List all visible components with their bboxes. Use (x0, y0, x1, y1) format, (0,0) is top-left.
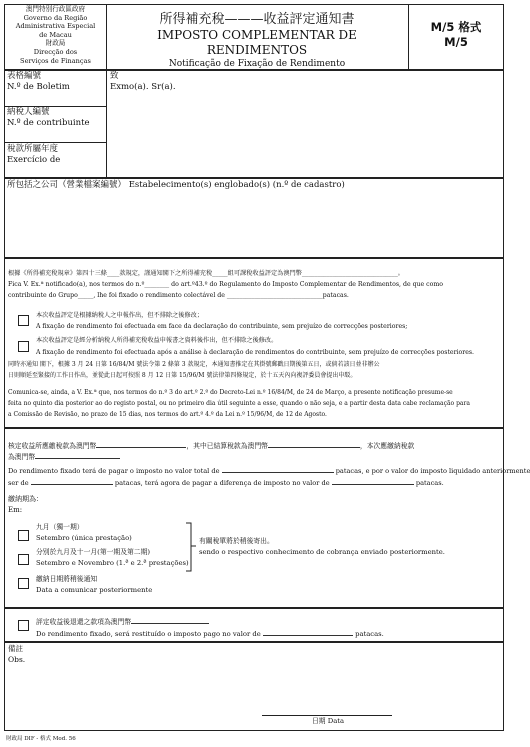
analysis-based-label-pt: A fixação de rendimento foi efectuada após a análise à declaração de rendimentos do contribuinte, sem prejuízo de correcções posteriores. (36, 349, 475, 356)
dept-line: 財政局 (45, 39, 66, 48)
mop-text: 為澳門幣 (8, 453, 36, 461)
dept-line: 澳門特別行政區政府 (25, 5, 86, 13)
appeal-notice-zh: 日則順延至緊接的工作日作出，並從此日起可按照 8 月 12 日第 15/96/M 號法律第四條規定，於十五天內向複評委員會提出申駁。 (8, 372, 357, 379)
header-divider-left (106, 4, 107, 70)
dept-line: de Macau (39, 30, 72, 39)
form-footer-code: 財政局 DIF - 格式 Mod. 56 (6, 736, 76, 742)
amount-blank[interactable] (35, 451, 120, 459)
payment-period-label-zh: 繳納期為： (8, 495, 43, 503)
bracket-icon (185, 522, 197, 572)
september-checkbox[interactable] (18, 530, 29, 541)
analysis-based-label-zh: 本次收益評定是經分析納稅人所得補充稅收益申報書之資料後作出，但不排除之後修改。 (36, 337, 278, 344)
dept-line: Administrativa Especial (15, 22, 96, 31)
recipient-label-zh: 致 (110, 71, 119, 81)
dept-line: Serviços de Finanças (20, 56, 91, 65)
notice-paragraph-zh: 根據《所得補充稅規章》第四十三條____款規定，謹通知閣下之所得補充稅_____組可課稅收益評定為澳門幣_______________________________。 (8, 270, 404, 277)
declaration-based-label-pt: A fixação de rendimento foi efectuada em face da declaração do contribuinte, sem prejuízo de correcções posteriores; (36, 323, 408, 330)
tax-settled-text: ，其中已結算稅款為澳門幣 (186, 442, 268, 450)
appeal-notice-pt: Comunica-se, ainda, a V. Ex.ª que, nos termos do n.º 3 do art.º 2.º do Decreto-Lei n.º 16/84/M, de 24 de Março, a presente notificação presume-se (8, 389, 453, 396)
amount-blank[interactable] (96, 440, 186, 448)
declaration-based-label-zh: 本次收益評定是根據納稅人之申報作出，但不排除之後修改； (36, 312, 204, 319)
september-label-zh: 九月（獨一期） (36, 523, 84, 531)
boletim-label-pt: N.º de Boletim (7, 82, 70, 92)
remarks-label-zh: 備註 (8, 644, 23, 653)
refund-text: 評定收益後退還之款項為澳門幣 (36, 618, 132, 626)
department-block (6, 5, 105, 65)
appeal-notice-zh: 同時亦通知 閣下，根據 3 月 24 日第 16/84/M 號法令第 2 條第 3 款規定，本通知書推定在其掛號郵戳日期後第五日，或倘若該日並非辦公 (8, 361, 380, 368)
september-november-checkbox[interactable] (18, 554, 29, 565)
september-november-label-zh: 分別於九月及十一月(第一期及第二期) (36, 548, 151, 556)
remarks-label-pt: Obs. (8, 655, 26, 664)
refund-patacas: patacas. (355, 630, 384, 638)
title-block (108, 12, 406, 70)
form-code (410, 20, 502, 50)
later-date-label-zh: 繳納日期將稍後通知 (36, 575, 98, 583)
tax-year-label-pt: Exercício de (7, 155, 61, 165)
dept-line: Direcção dos (33, 47, 78, 56)
notice-paragraph-pt: Fica V. Ex.ª notificado(a), nos termos do n.º________ do art.º43.º do Regulamento do Imposto Complementar de Rendimentos, de que como (8, 281, 443, 288)
september-november-label-pt: Setembro e Novembro (1.ª e 2.ª prestações) (36, 559, 189, 567)
amount-blank[interactable] (332, 477, 414, 485)
tax-due-text: 核定收益所應繳稅款為澳門幣 (8, 442, 97, 450)
difference-text: ser de (8, 479, 29, 487)
tax-payable-amount-zh (8, 451, 120, 462)
refund-text-pt: Do rendimento fixado, será restituído o imposto pago no valor de (36, 630, 261, 638)
tax-year-label-zh: 稅款所屬年度 (7, 144, 59, 154)
establishments-label: 所包括之公司（營業檔案編號） Estabelecimento(s) englobado(s) (n.º de cadastro) (7, 180, 345, 190)
declaration-based-checkbox[interactable] (18, 315, 29, 326)
header-divider-right (408, 4, 409, 70)
date-label: 日期 Data (312, 717, 345, 725)
refund-label-zh (36, 616, 209, 627)
dept-line: Governo da Região (23, 13, 88, 22)
bill-notice-zh: 有關稅單將於稍後寄出。 (199, 537, 274, 545)
tax-total-text-2: patacas, e por o valor do imposto liquidado anteriormente (335, 467, 530, 475)
refund-label-pt (36, 628, 384, 639)
amount-blank[interactable] (263, 628, 353, 636)
appeal-notice-pt: feita no quinto dia posterior ao do registo postal, ou no primeiro dia útil seguinte a esse, quando o não seja, e a partir desta data cabe reclamação para (8, 400, 470, 407)
notice-paragraph-pt: contribuinte do Grupo_____, lhe foi fixado o rendimento colectável de _______________________________patacas. (8, 292, 349, 299)
september-label-pt: Setembro (única prestação) (36, 534, 132, 542)
tax-payable-text: ，本次應繳納稅款 (359, 442, 415, 450)
field-divider (4, 142, 106, 143)
remarks-box (4, 642, 504, 731)
amount-blank[interactable] (131, 616, 209, 624)
boletim-label-zh: 表格編號 (7, 71, 42, 81)
refund-checkbox[interactable] (18, 620, 29, 631)
analysis-based-checkbox[interactable] (18, 341, 29, 352)
date-signature-line (262, 715, 392, 716)
later-date-checkbox[interactable] (18, 578, 29, 589)
recipient-label-pt: Exmo(a). Sr(a). (110, 82, 176, 92)
title-chinese: 所得補充稅———收益評定通知書 (159, 12, 355, 27)
patacas-text: patacas. (415, 479, 444, 487)
appeal-notice-pt: a Comissão de Revisão, no prazo de 15 dias, nos termos do art.º 4.º da Lei n.º 15/96/M, de 12 de Agosto. (8, 411, 327, 418)
amount-blank[interactable] (31, 477, 113, 485)
payment-period-label-pt: Em: (8, 506, 23, 514)
bill-notice-pt: sendo o respectivo conhecimento de cobrança enviado posteriormente. (199, 548, 445, 556)
later-date-label-pt: Data a comunicar posteriormente (36, 586, 153, 594)
taxpayer-number-label-zh: 納稅人編號 (7, 107, 50, 117)
identification-divider (106, 70, 107, 178)
subtitle: Notificação de Fixação de Rendimento (168, 59, 346, 69)
tax-total-text: Do rendimento fixado terá de pagar o imposto no valor total de (8, 467, 220, 475)
tax-difference-pt (8, 477, 444, 488)
tax-total-pt (8, 465, 530, 476)
amount-blank[interactable] (222, 465, 334, 473)
form-code-zh: M/5 格式 (430, 20, 482, 34)
title-portuguese: IMPOSTO COMPLEMENTAR DE RENDIMENTOS (157, 28, 357, 57)
amount-blank[interactable] (268, 440, 360, 448)
difference-text-2: patacas, terá agora de pagar a diferença de imposto no valor de (114, 479, 330, 487)
form-code-pt: M/5 (444, 35, 468, 49)
taxpayer-number-label-pt: N.º de contribuinte (7, 118, 90, 128)
tax-due-label-zh (8, 440, 414, 451)
